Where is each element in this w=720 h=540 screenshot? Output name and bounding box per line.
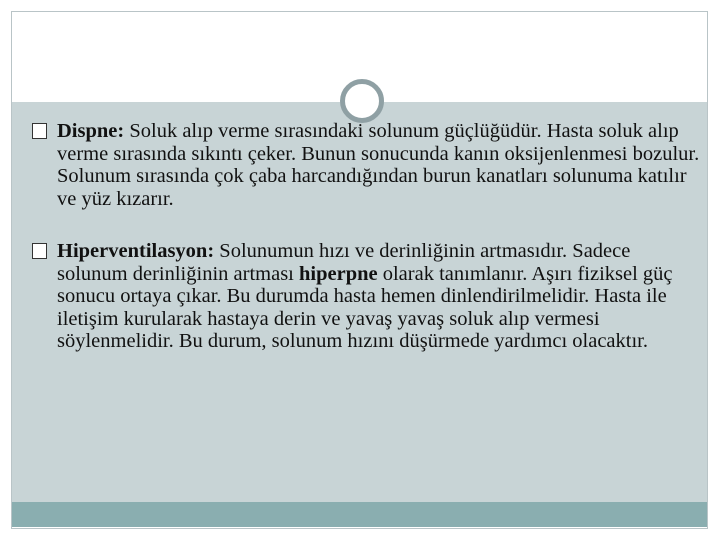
paragraph-dispne <box>32 120 702 210</box>
term-dispne: Dispne: <box>57 120 125 142</box>
paragraph-hiperventilasyon-text-1: Solunumun hızı ve derinliğinin artmasıdır. Sadece solunum derinliğinin artması <box>57 240 631 285</box>
term-hiperventilasyon: Hiperventilasyon: <box>57 240 215 262</box>
body-text <box>32 120 702 353</box>
checkbox-bullet-icon <box>32 123 47 139</box>
circle-ornament-icon <box>340 79 384 123</box>
paragraph-hiperventilasyon <box>32 240 702 353</box>
term-hiperpne: hiperpne <box>299 262 378 285</box>
paragraph-dispne-text: Soluk alıp verme sırasındaki solunum güçlüğüdür. Hasta soluk alıp verme sırasında sıkıntı çeker. Bunun sonucunda kanın oksijenlenmesi bozulur. Solunum sırasında çok çaba harcandığından burun kanatları solunuma katılır ve yüz kızarır. <box>57 120 700 210</box>
checkbox-bullet-icon <box>32 243 47 259</box>
bottom-band <box>12 502 707 527</box>
circle-ornament-center <box>351 90 373 112</box>
paragraph-hiperventilasyon-text-2: olarak tanımlanır. Aşırı fiziksel güç sonucu ortaya çıkar. Bu durumda hasta hemen dinlendirilmelidir. Hasta ile iletişim kurularak hastaya derin ve yavaş yavaş soluk alıp vermesi söylenmelidir. Bu durum, solunum hızını düşürmede yardımcı olacaktır. <box>57 262 673 352</box>
